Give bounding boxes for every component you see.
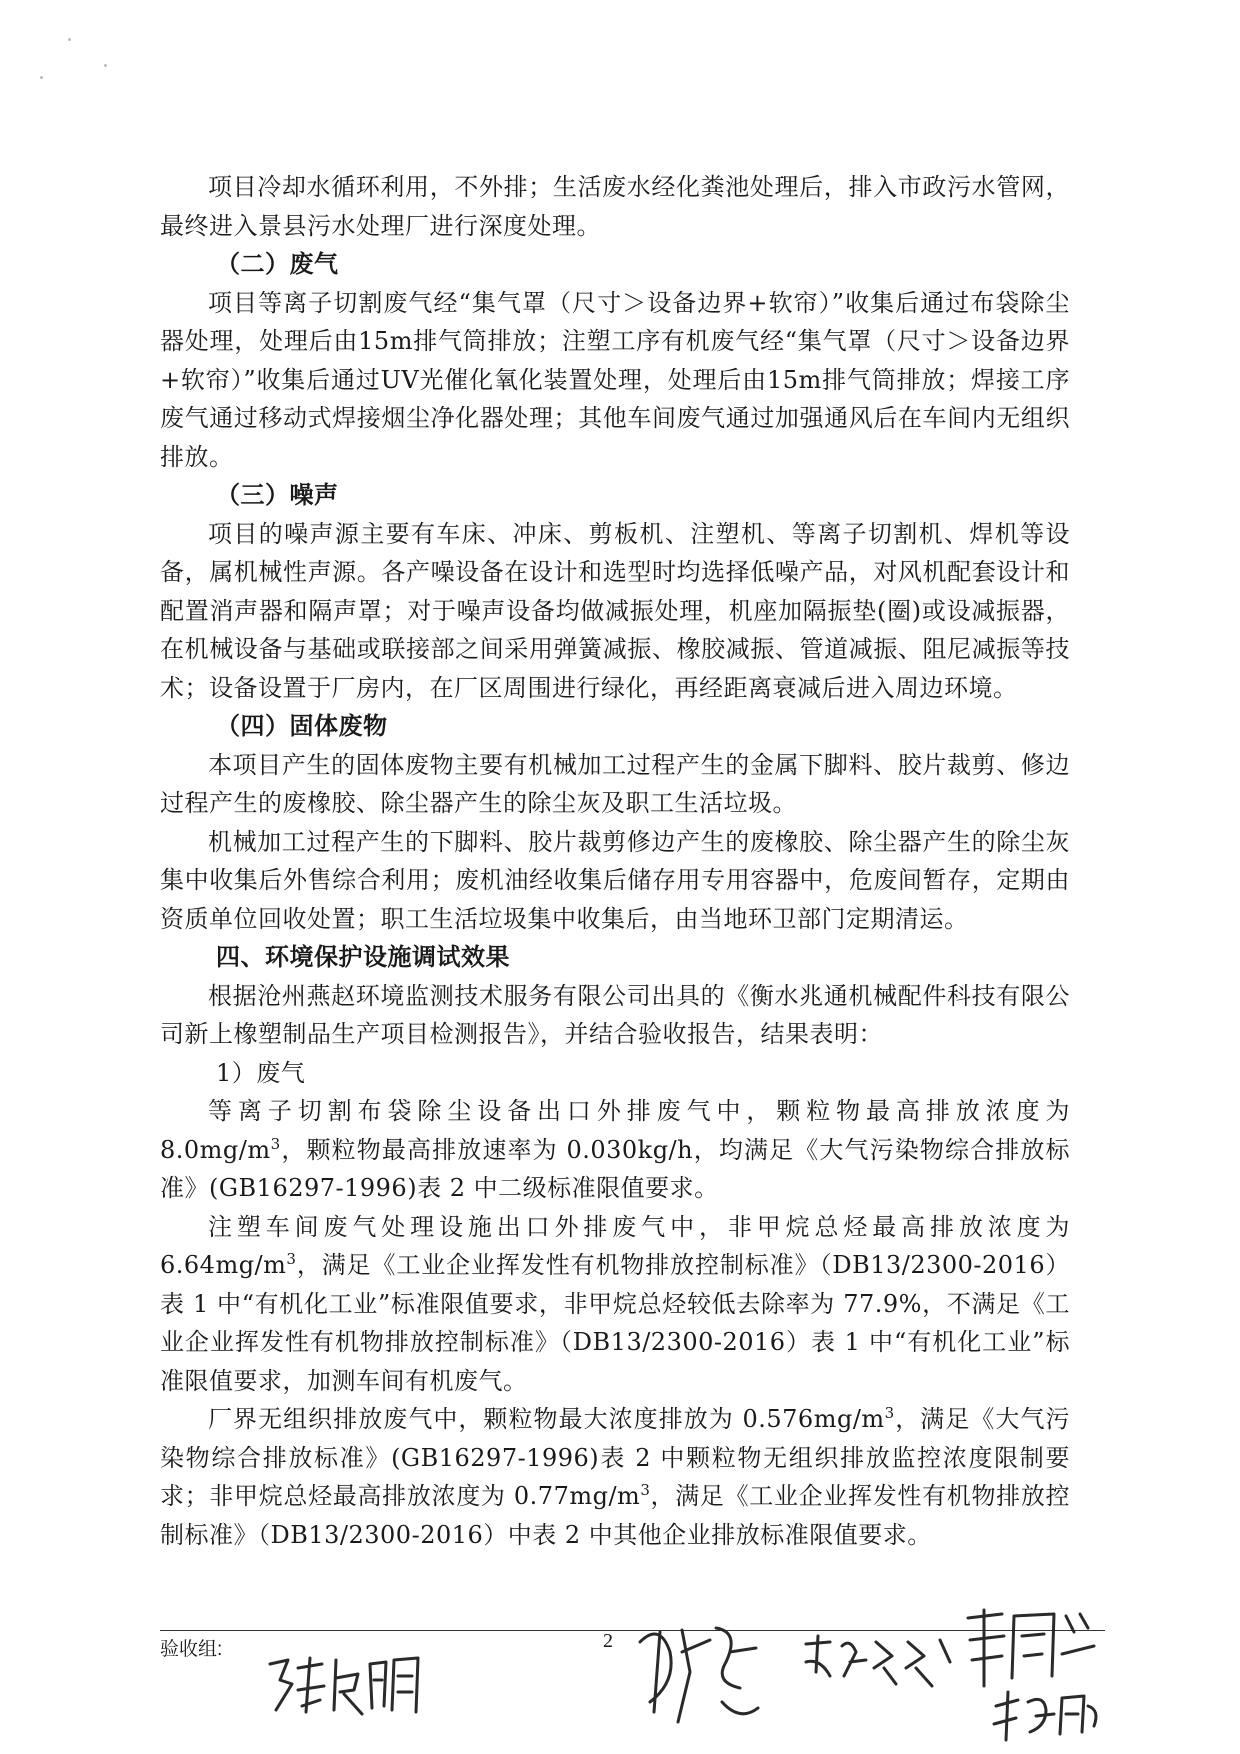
paragraph-water: 项目冷却水循环利用，不外排；生活废水经化粪池处理后，排入市政污水管网，最终进入景县污水处理厂进行深度处理。	[160, 173, 1070, 240]
heading-gas-results: 1）废气	[216, 1058, 306, 1087]
scan-speck	[68, 38, 71, 41]
heading-noise: （三）噪声	[216, 480, 339, 509]
signature-1	[262, 1650, 432, 1720]
scan-speck	[104, 64, 107, 67]
paragraph-solid-waste-handling: 机械加工过程产生的下脚料、胶片裁剪修边产生的废橡胶、除尘器产生的除尘灰集中收集后外售综合利用；废机油经收集后储存用专用容器中，危废间暂存，定期由资质单位回收处置；职工生活垃圾集中收集后，由当地环卫部门定期清运。	[160, 827, 1070, 933]
paragraph-waste-gas: 项目等离子切割废气经“集气罩（尺寸＞设备边界+软帘）”收集后通过布袋除尘器处理，处理后由15m排气筒排放；注塑工序有机废气经“集气罩（尺寸＞设备边界+软帘）”收集后通过UV光催化氧化装置处理，处理后由15m排气筒排放；焊接工序废气通过移动式焊接烟尘净化器处理；其他车间废气通过加强通风后在车间内无组织排放。	[160, 288, 1070, 471]
paragraph-solid-waste-sources: 本项目产生的固体废物主要有机械加工过程产生的金属下脚料、胶片裁剪、修边过程产生的废橡胶、除尘器产生的除尘灰及职工生活垃圾。	[160, 750, 1070, 817]
signature-4	[962, 1606, 1102, 1696]
page-number: 2	[603, 1630, 613, 1652]
paragraph-plasma-dust: 等离子切割布袋除尘设备出口外排废气中，颗粒物最高排放浓度为 $8.0mg/m^3$，颗粒物最高排放速率为 0.030kg/h，均满足《大气污染物综合排放标准》(GB16297-1996)表 2 中二级标准限值要求。	[160, 1097, 1070, 1202]
heading-debug-results: 四、环境保护设施调试效果	[216, 942, 510, 971]
scan-speck	[40, 76, 43, 79]
paragraph-injection-vocs: 注塑车间废气处理设施出口外排废气中，非甲烷总烃最高排放浓度为 $6.64mg/m^3$，满足《工业企业挥发性有机物排放控制标准》（DB13/2300-2016）表 1 中“有机化工业”标准限值要求，非甲烷总烃较低去除率为 77.9%，不满足《工业企业挥发性有机物排放控制标准》（DB13/2300-2016）表 1 中“有机化工业”标准限值要求，加测车间有机废气。	[160, 1212, 1070, 1395]
heading-solid-waste: （四）固体废物	[216, 711, 388, 740]
paragraph-report-basis: 根据沧州燕赵环境监测技术服务有限公司出具的《衡水兆通机械配件科技有限公司新上橡塑制品生产项目检测报告》，并结合验收报告，结果表明：	[160, 981, 1070, 1048]
acceptance-group-label: 验收组:	[160, 1639, 223, 1660]
signature-3	[800, 1632, 960, 1692]
paragraph-boundary-emissions: 厂界无组织排放废气中，颗粒物最大浓度排放为 $0.576mg/m^3$，满足《大气污染物综合排放标准》(GB16297-1996)表 2 中颗粒物无组织排放监控浓度限制要求；非甲烷总烃最高排放浓度为 $0.77mg/m^3$，满足《工业企业挥发性有机物排放控制标准》（DB13/2300-2016）中表 2 中其他企业排放标准限值要求。	[160, 1404, 1071, 1549]
signature-5	[988, 1686, 1108, 1746]
document-body	[160, 168, 1070, 1554]
paragraph-noise: 项目的噪声源主要有车床、冲床、剪板机、注塑机、等离子切割机、焊机等设备，属机械性声源。各产噪设备在设计和选型时均选择低噪产品，对风机配套设计和配置消声器和隔声罩；对于噪声设备均做减振处理，机座加隔振垫(圈)或设减振器，在机械设备与基础或联接部之间采用弹簧减振、橡胶减振、管道减振、阻尼减振等技术；设备设置于厂房内，在厂区周围进行绿化，再经距离衰减后进入周边环境。	[160, 519, 1070, 702]
heading-waste-gas: （二）废气	[216, 249, 339, 278]
signature-2	[630, 1612, 770, 1732]
